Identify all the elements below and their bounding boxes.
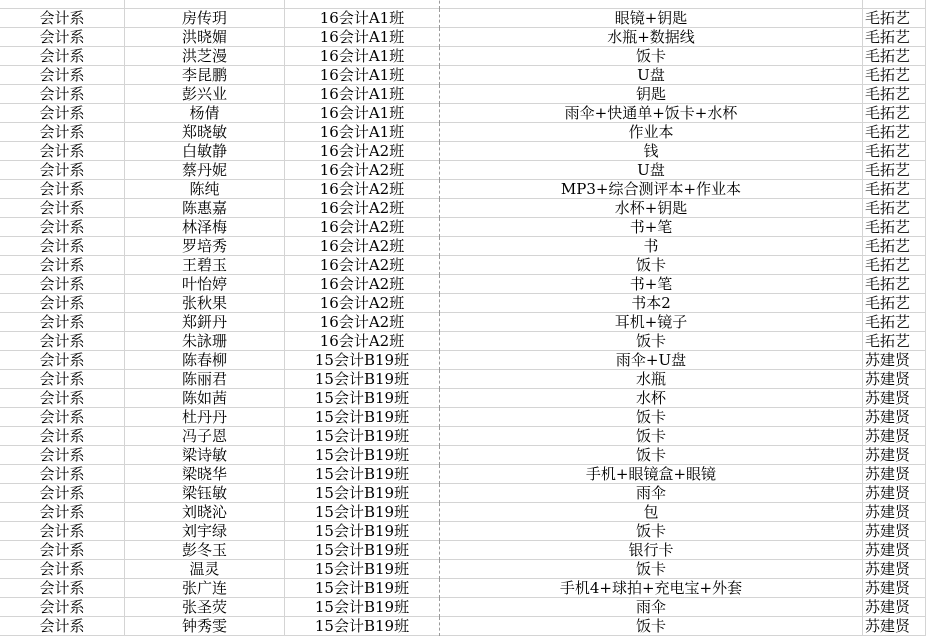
cell-class[interactable]	[285, 0, 440, 9]
cell-items[interactable]: 书	[440, 237, 863, 256]
cell-person[interactable]: 毛拓艺	[863, 332, 926, 351]
cell-dept[interactable]: 会计系	[0, 465, 125, 484]
cell-name[interactable]: 房传玥	[125, 9, 285, 28]
cell-class[interactable]: 15会计B19班	[285, 427, 440, 446]
cell-name[interactable]: 杨倩	[125, 104, 285, 123]
cell-dept[interactable]: 会计系	[0, 104, 125, 123]
cell-name[interactable]: 梁晓华	[125, 465, 285, 484]
table-row[interactable]	[0, 275, 926, 294]
cell-person[interactable]: 毛拓艺	[863, 85, 926, 104]
cell-dept[interactable]: 会计系	[0, 66, 125, 85]
cell-name[interactable]: 张圣荧	[125, 598, 285, 617]
cell-name[interactable]: 郑鈃丹	[125, 313, 285, 332]
cell-person[interactable]: 苏建贤	[863, 484, 926, 503]
cell-name[interactable]: 洪芝漫	[125, 47, 285, 66]
cell-items[interactable]: 水杯+钥匙	[440, 199, 863, 218]
cell-person[interactable]: 毛拓艺	[863, 9, 926, 28]
cell-person[interactable]: 毛拓艺	[863, 256, 926, 275]
cell-items[interactable]: 饭卡	[440, 522, 863, 541]
cell-dept[interactable]: 会计系	[0, 332, 125, 351]
cell-person[interactable]: 毛拓艺	[863, 47, 926, 66]
cell-items[interactable]: 银行卡	[440, 541, 863, 560]
cell-person[interactable]: 毛拓艺	[863, 180, 926, 199]
cell-class[interactable]: 15会计B19班	[285, 503, 440, 522]
cell-class[interactable]: 15会计B19班	[285, 389, 440, 408]
cell-person[interactable]: 苏建贤	[863, 560, 926, 579]
table-row[interactable]	[0, 370, 926, 389]
cell-items[interactable]: 书+笔	[440, 275, 863, 294]
cell-name[interactable]: 蔡丹妮	[125, 161, 285, 180]
table-row[interactable]	[0, 522, 926, 541]
cell-dept[interactable]: 会计系	[0, 617, 125, 636]
cell-class[interactable]: 16会计A1班	[285, 28, 440, 47]
cell-class[interactable]: 16会计A2班	[285, 294, 440, 313]
cell-items[interactable]: 耳机+镜子	[440, 313, 863, 332]
cell-items[interactable]: 水瓶	[440, 370, 863, 389]
cell-dept[interactable]: 会计系	[0, 598, 125, 617]
cell-dept[interactable]: 会计系	[0, 161, 125, 180]
cell-name[interactable]: 刘晓沁	[125, 503, 285, 522]
table-row[interactable]	[0, 66, 926, 85]
cell-dept[interactable]: 会计系	[0, 503, 125, 522]
cell-dept[interactable]: 会计系	[0, 256, 125, 275]
cell-class[interactable]: 15会计B19班	[285, 598, 440, 617]
cell-name[interactable]: 王碧玉	[125, 256, 285, 275]
cell-person[interactable]: 苏建贤	[863, 617, 926, 636]
cell-dept[interactable]: 会计系	[0, 123, 125, 142]
cell-class[interactable]: 16会计A2班	[285, 313, 440, 332]
cell-dept[interactable]: 会计系	[0, 389, 125, 408]
cell-person[interactable]	[863, 0, 926, 9]
cell-person[interactable]: 苏建贤	[863, 579, 926, 598]
cell-class[interactable]: 16会计A2班	[285, 218, 440, 237]
cell-items[interactable]: 钱	[440, 142, 863, 161]
cell-person[interactable]: 毛拓艺	[863, 142, 926, 161]
cell-person[interactable]: 苏建贤	[863, 446, 926, 465]
cell-name[interactable]: 梁钰敏	[125, 484, 285, 503]
cell-class[interactable]: 15会计B19班	[285, 484, 440, 503]
cell-class[interactable]: 16会计A2班	[285, 142, 440, 161]
table-row[interactable]	[0, 617, 926, 636]
cell-class[interactable]: 15会计B19班	[285, 617, 440, 636]
cell-name[interactable]	[125, 0, 285, 9]
cell-name[interactable]: 彭冬玉	[125, 541, 285, 560]
table-row[interactable]	[0, 408, 926, 427]
cell-dept[interactable]: 会计系	[0, 218, 125, 237]
cell-class[interactable]: 15会计B19班	[285, 465, 440, 484]
cell-person[interactable]: 毛拓艺	[863, 218, 926, 237]
table-row[interactable]	[0, 465, 926, 484]
table-row[interactable]	[0, 541, 926, 560]
cell-class[interactable]: 15会计B19班	[285, 370, 440, 389]
table-row[interactable]	[0, 180, 926, 199]
cell-person[interactable]: 毛拓艺	[863, 104, 926, 123]
cell-dept[interactable]: 会计系	[0, 85, 125, 104]
cell-dept[interactable]: 会计系	[0, 351, 125, 370]
cell-items[interactable]: 饭卡	[440, 560, 863, 579]
cell-class[interactable]: 15会计B19班	[285, 541, 440, 560]
cell-person[interactable]: 毛拓艺	[863, 275, 926, 294]
table-row[interactable]	[0, 161, 926, 180]
cell-class[interactable]: 16会计A1班	[285, 123, 440, 142]
cell-class[interactable]: 16会计A1班	[285, 85, 440, 104]
table-row[interactable]	[0, 484, 926, 503]
table-row[interactable]	[0, 142, 926, 161]
table-row[interactable]	[0, 351, 926, 370]
cell-items[interactable]: 作业本	[440, 123, 863, 142]
cell-items[interactable]: 手机4+球拍+充电宝+外套	[440, 579, 863, 598]
cell-class[interactable]: 16会计A1班	[285, 104, 440, 123]
table-row[interactable]	[0, 332, 926, 351]
cell-person[interactable]: 毛拓艺	[863, 66, 926, 85]
cell-name[interactable]: 杜丹丹	[125, 408, 285, 427]
cell-items[interactable]: 书本2	[440, 294, 863, 313]
cell-name[interactable]: 陈如茜	[125, 389, 285, 408]
cell-name[interactable]: 李昆鹏	[125, 66, 285, 85]
cell-dept[interactable]: 会计系	[0, 180, 125, 199]
cell-person[interactable]: 苏建贤	[863, 370, 926, 389]
cell-class[interactable]: 16会计A1班	[285, 9, 440, 28]
cell-items[interactable]: 饭卡	[440, 47, 863, 66]
cell-name[interactable]: 冯子恩	[125, 427, 285, 446]
cell-dept[interactable]: 会计系	[0, 408, 125, 427]
cell-class[interactable]: 15会计B19班	[285, 351, 440, 370]
table-row[interactable]	[0, 237, 926, 256]
table-row[interactable]	[0, 9, 926, 28]
cell-dept[interactable]: 会计系	[0, 47, 125, 66]
cell-name[interactable]: 陈春柳	[125, 351, 285, 370]
cell-class[interactable]: 16会计A2班	[285, 237, 440, 256]
cell-name[interactable]: 洪晓媚	[125, 28, 285, 47]
cell-dept[interactable]: 会计系	[0, 541, 125, 560]
table-row[interactable]	[0, 294, 926, 313]
cell-person[interactable]: 毛拓艺	[863, 294, 926, 313]
cell-name[interactable]: 叶怡婷	[125, 275, 285, 294]
cell-name[interactable]: 张广连	[125, 579, 285, 598]
cell-class[interactable]: 16会计A1班	[285, 47, 440, 66]
cell-person[interactable]: 毛拓艺	[863, 28, 926, 47]
cell-name[interactable]: 彭兴业	[125, 85, 285, 104]
table-row-partial[interactable]	[0, 0, 926, 9]
cell-name[interactable]: 张秋果	[125, 294, 285, 313]
table-row[interactable]	[0, 579, 926, 598]
cell-person[interactable]: 毛拓艺	[863, 199, 926, 218]
cell-items[interactable]: 书+笔	[440, 218, 863, 237]
cell-dept[interactable]: 会计系	[0, 484, 125, 503]
cell-items[interactable]: 雨伞+快通单+饭卡+水杯	[440, 104, 863, 123]
cell-name[interactable]: 朱詠珊	[125, 332, 285, 351]
cell-class[interactable]: 16会计A2班	[285, 256, 440, 275]
cell-dept[interactable]: 会计系	[0, 142, 125, 161]
cell-name[interactable]: 陈惠嘉	[125, 199, 285, 218]
cell-class[interactable]: 15会计B19班	[285, 522, 440, 541]
cell-items[interactable]: 手机+眼镜盒+眼镜	[440, 465, 863, 484]
cell-dept[interactable]: 会计系	[0, 294, 125, 313]
cell-class[interactable]: 15会计B19班	[285, 560, 440, 579]
cell-items[interactable]: MP3+综合测评本+作业本	[440, 180, 863, 199]
table-row[interactable]	[0, 313, 926, 332]
cell-class[interactable]: 16会计A1班	[285, 66, 440, 85]
cell-items[interactable]: 饭卡	[440, 408, 863, 427]
table-row[interactable]	[0, 389, 926, 408]
cell-dept[interactable]: 会计系	[0, 313, 125, 332]
cell-person[interactable]: 苏建贤	[863, 427, 926, 446]
cell-items[interactable]: 钥匙	[440, 85, 863, 104]
cell-items[interactable]: U盘	[440, 66, 863, 85]
cell-person[interactable]: 苏建贤	[863, 465, 926, 484]
cell-items[interactable]: U盘	[440, 161, 863, 180]
cell-class[interactable]: 16会计A2班	[285, 199, 440, 218]
cell-person[interactable]: 苏建贤	[863, 503, 926, 522]
cell-class[interactable]: 15会计B19班	[285, 579, 440, 598]
cell-items[interactable]: 饭卡	[440, 617, 863, 636]
cell-dept[interactable]	[0, 0, 125, 9]
cell-person[interactable]: 苏建贤	[863, 389, 926, 408]
cell-dept[interactable]: 会计系	[0, 427, 125, 446]
cell-dept[interactable]: 会计系	[0, 370, 125, 389]
cell-items[interactable]: 雨伞	[440, 598, 863, 617]
cell-name[interactable]: 梁诗敏	[125, 446, 285, 465]
cell-items[interactable]: 水瓶+数据线	[440, 28, 863, 47]
cell-dept[interactable]: 会计系	[0, 28, 125, 47]
cell-dept[interactable]: 会计系	[0, 9, 125, 28]
cell-name[interactable]: 温灵	[125, 560, 285, 579]
cell-items[interactable]: 饭卡	[440, 256, 863, 275]
cell-name[interactable]: 白敏静	[125, 142, 285, 161]
cell-dept[interactable]: 会计系	[0, 446, 125, 465]
cell-class[interactable]: 16会计A2班	[285, 180, 440, 199]
cell-dept[interactable]: 会计系	[0, 522, 125, 541]
table-row[interactable]	[0, 199, 926, 218]
table-row[interactable]	[0, 598, 926, 617]
cell-dept[interactable]: 会计系	[0, 560, 125, 579]
cell-items[interactable]: 雨伞+U盘	[440, 351, 863, 370]
table-row[interactable]	[0, 85, 926, 104]
cell-items[interactable]: 饭卡	[440, 427, 863, 446]
cell-items[interactable]: 水杯	[440, 389, 863, 408]
cell-items[interactable]: 饭卡	[440, 332, 863, 351]
cell-dept[interactable]: 会计系	[0, 579, 125, 598]
table-row[interactable]	[0, 123, 926, 142]
cell-person[interactable]: 苏建贤	[863, 408, 926, 427]
table-row[interactable]	[0, 560, 926, 579]
cell-items[interactable]: 眼镜+钥匙	[440, 9, 863, 28]
cell-person[interactable]: 毛拓艺	[863, 161, 926, 180]
cell-items[interactable]: 饭卡	[440, 446, 863, 465]
cell-person[interactable]: 毛拓艺	[863, 313, 926, 332]
cell-dept[interactable]: 会计系	[0, 275, 125, 294]
cell-person[interactable]: 苏建贤	[863, 522, 926, 541]
cell-person[interactable]: 苏建贤	[863, 351, 926, 370]
cell-class[interactable]: 15会计B19班	[285, 446, 440, 465]
cell-name[interactable]: 郑晓敏	[125, 123, 285, 142]
cell-class[interactable]: 15会计B19班	[285, 408, 440, 427]
cell-class[interactable]: 16会计A2班	[285, 161, 440, 180]
cell-name[interactable]: 罗培秀	[125, 237, 285, 256]
table-row[interactable]	[0, 446, 926, 465]
cell-person[interactable]: 毛拓艺	[863, 123, 926, 142]
table-row[interactable]	[0, 218, 926, 237]
cell-person[interactable]: 毛拓艺	[863, 237, 926, 256]
cell-person[interactable]: 苏建贤	[863, 598, 926, 617]
table-row[interactable]	[0, 47, 926, 66]
cell-person[interactable]: 苏建贤	[863, 541, 926, 560]
cell-items[interactable]: 包	[440, 503, 863, 522]
cell-dept[interactable]: 会计系	[0, 199, 125, 218]
table-row[interactable]	[0, 28, 926, 47]
cell-class[interactable]: 16会计A2班	[285, 275, 440, 294]
cell-dept[interactable]: 会计系	[0, 237, 125, 256]
cell-name[interactable]: 刘宇绿	[125, 522, 285, 541]
cell-name[interactable]: 陈丽君	[125, 370, 285, 389]
cell-items[interactable]	[440, 0, 863, 9]
table-row[interactable]	[0, 256, 926, 275]
table-row[interactable]	[0, 104, 926, 123]
cell-items[interactable]: 雨伞	[440, 484, 863, 503]
cell-name[interactable]: 陈纯	[125, 180, 285, 199]
table-row[interactable]	[0, 427, 926, 446]
cell-name[interactable]: 林泽梅	[125, 218, 285, 237]
cell-class[interactable]: 16会计A2班	[285, 332, 440, 351]
table-row[interactable]	[0, 503, 926, 522]
cell-name[interactable]: 钟秀雯	[125, 617, 285, 636]
